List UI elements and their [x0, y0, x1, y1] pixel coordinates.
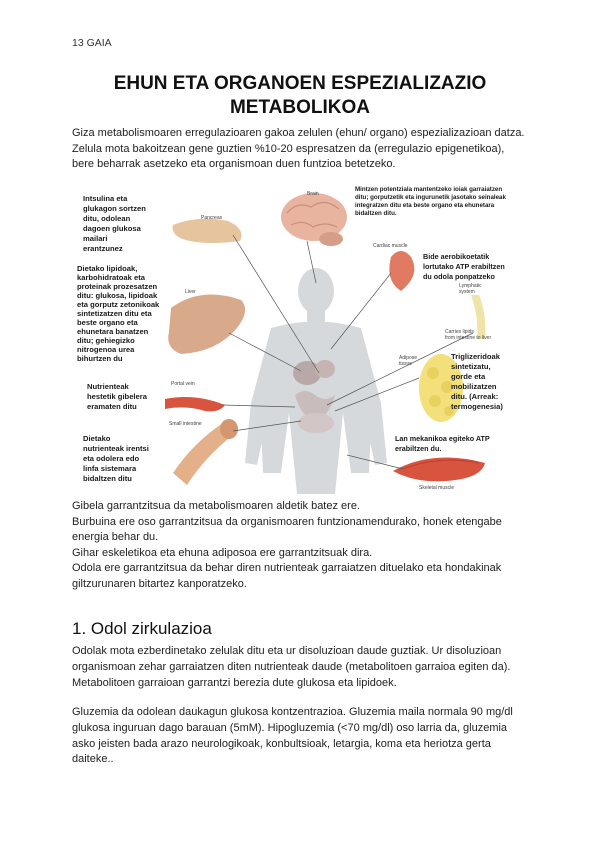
section-paragraph-gluzemia: Gluzemia da odolean daukagun glukosa kontzentrazioa. Gluzemia maila normala 90 mg/dl glukosa inguruan dago barauan (5mM). Hipogluzemia (<70 mg/dl) oso larria da, gluzemia asko jeisten bada arazo neurologikoak, konbultsioak, letargia, koma eta heriotza gerta daiteke..	[72, 706, 513, 766]
paragraph-gihar: Gihar eskeletikoa eta ehuna adiposoa ere garrantzitsuak dira.	[72, 546, 373, 559]
label-dietako-nutrienteak: Dietako nutrienteak irentsi eta odolera edo linfa sistemara bidaltzen ditu	[83, 434, 149, 483]
label-mintzen-potentziala: Mintzen potentziala mantentzeko ioiak garraiatzen ditu; gorputzetik eta ingurunetik jasotako seinaleak integratzen ditu eta beste organo eta ehunetara bidaltzen ditu.	[355, 186, 506, 217]
organ-label-adipose: Adipose tissue	[399, 355, 418, 367]
title-line-1: EHUN ETA ORGANOEN ESPEZIALIZAZIO	[113, 73, 487, 94]
organ-label-cardiac-muscle: Cardiac muscle	[373, 243, 408, 249]
organ-label-skeletal-muscle: Skeletal muscle	[419, 485, 455, 491]
title-line-2: METABOLIKOA	[229, 97, 371, 118]
organ-importance-paragraphs	[72, 499, 532, 593]
label-intsulina: Intsulina eta glukagon sortzen ditu, odolean dagoen glukosa mailari erantzunez	[83, 194, 146, 253]
label-lan-mekaniko: Lan mekanikoa egiteko ATP erabiltzen du.	[395, 434, 490, 453]
paragraph-burbuina: Burbuina ere oso garrantzitsua da organismoaren funtzionamendurako, honek etengabe energia behar du.	[72, 515, 502, 544]
label-triglizeridoak: Triglizeridoak sintetizatu, gorde eta mobilizatzen ditu. (Arreak: termogenesia)	[451, 352, 503, 411]
organ-label-carries-lipids: Carries lipids from intestine to liver	[445, 329, 492, 341]
organ-label-portal-vein: Portal vein	[171, 381, 195, 387]
intro-paragraph: Giza metabolismoaren erregulazioaren gakoa zelulen (ehun/ organo) espezializazioan datza. Zelula mota bakoitzean gene guztien %10-20 espresatzen da (erregulazio epigenetikoa), bere beharrak asetzeko eta organismoan duen funtzioa betetzeko.	[72, 127, 525, 170]
organ-label-pancreas: Pancreas	[201, 215, 223, 221]
section-heading-odol-zirkulazioa: 1. Odol zirkulazioa	[72, 619, 212, 638]
label-dietako-lipidoak: Dietako lipidoak, karbohidratoak eta proteinak prozesatzen ditu: glukosa, lipidoak eta gorputz zetonikoak sintetizatzen ditu eta beste organo eta ehunetara banatzen ditu; gehiegizko nitrogenoa urea bihurtzen du	[77, 264, 160, 363]
section-paragraph-odola: Odolak mota ezberdinetako zelulak ditu eta ur disoluzioan daude guztiak. Ur disoluzioan organismoan zehar garraiatzen diten nutrienteak daude (metabolitoen garraioa egiten da). Metabolitoen garraioan garrantzi berezia dute glukosa eta lipidoek.	[72, 645, 511, 689]
metabolic-organs-figure	[73, 173, 510, 494]
label-bide-aerobiko: Bide aerobikoetatik lortutako ATP erabiltzen du odola ponpatzeko	[423, 252, 505, 281]
page-header-label: 13 GAIA	[72, 37, 112, 49]
organ-label-small-intestine: Small intestine	[169, 421, 202, 427]
organ-label-liver: Liver	[185, 289, 196, 295]
paragraph-odola: Odola ere garrantzitsua da behar diren nutrienteak garraiatzen dituelako eta hondakinak giltzurunaren bitartez kanporatzeko.	[72, 562, 502, 590]
organ-label-lymphatic: Lymphatic system	[459, 283, 482, 295]
page-title	[72, 72, 528, 120]
organ-label-brain: Brain	[307, 191, 319, 197]
label-nutrienteak-hestetik: Nutrienteak hestetik gibelera eramaten ditu	[87, 382, 147, 411]
paragraph-gibela: Gibela garrantzitsua da metabolismoaren aldetik batez ere.	[72, 500, 360, 512]
